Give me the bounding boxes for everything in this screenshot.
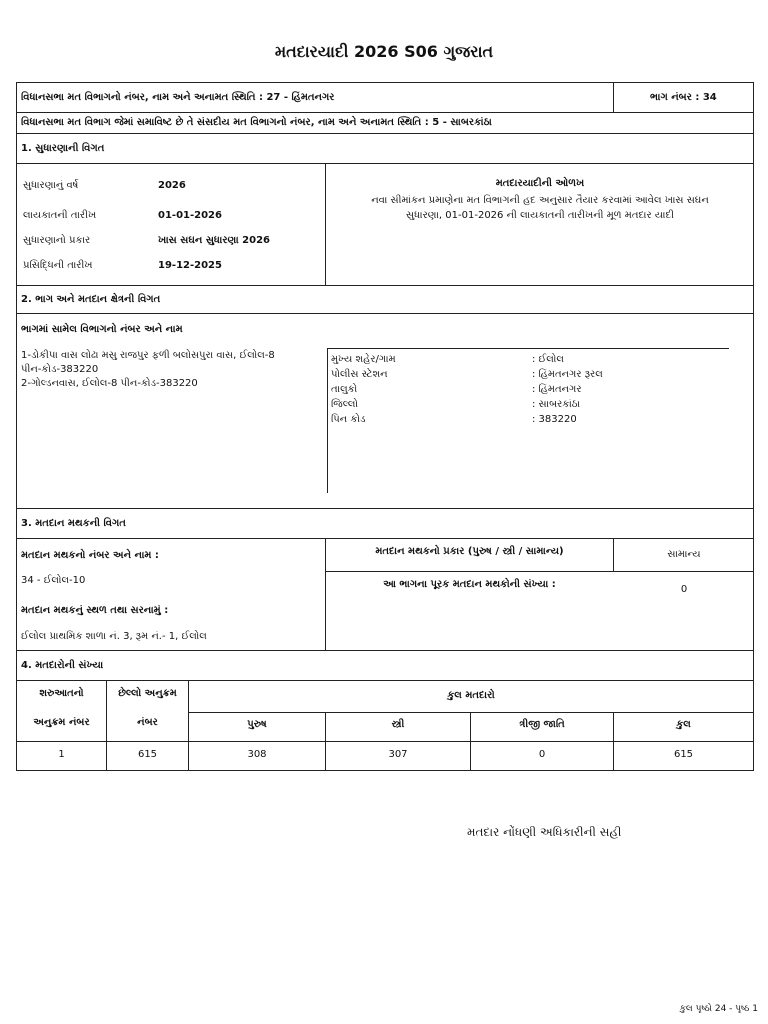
- pincode-label: પિન કોડ: [331, 414, 366, 425]
- qualifying-date-label: લાયકાતની તારીખ: [23, 210, 97, 221]
- section3-header: [16, 508, 754, 539]
- section4-header: [16, 650, 754, 681]
- station-type-label: મતદાન મથકનો પ્રકાર (પુરુષ / સ્ત્રી / સામાન્ય): [375, 546, 564, 557]
- section3-heading: 3. મતદાન મથકની વિગત: [21, 518, 126, 529]
- section4-heading: 4. મતદારોની સંખ્યા: [21, 660, 104, 671]
- taluka-label: તાલુકો: [331, 384, 358, 395]
- total-header: કુલ: [676, 719, 691, 730]
- roll-identity-heading: મતદારયાદીની ઓળખ: [495, 178, 585, 189]
- section1-body: [16, 163, 754, 286]
- revision-year-value: 2026: [158, 180, 186, 191]
- end-serial-value: 615: [137, 749, 158, 760]
- publication-date-value: 19-12-2025: [158, 260, 222, 271]
- section2-body: [16, 313, 754, 509]
- end-serial-header-1: છેલ્લો અનુક્રમ: [118, 688, 177, 699]
- start-serial-header-1: શરુઆતનો: [39, 688, 84, 699]
- district-value: : સાબરકાંઠા: [532, 399, 581, 410]
- main-town-label: મુખ્ય શહેર/ગામ: [331, 354, 396, 365]
- female-value: 307: [388, 749, 408, 760]
- area-line-2: પીન-કોડ-383220: [21, 364, 99, 375]
- revision-year-label: સુધારણાનું વર્ષ: [23, 180, 79, 191]
- main-town-value: : ઈલોલ: [532, 354, 564, 365]
- section2-heading: 2. ભાગ અને મતદાન ક્ષેત્રની વિગત: [21, 294, 161, 305]
- roll-identity-line2: સુધારણા, 01-01-2026 ની લાયકાતની તારીખની મૂળ મતદાર યાદી: [406, 210, 674, 221]
- pincode-value: : 383220: [532, 414, 577, 425]
- assembly-line: વિધાનસભા મત વિભાગનો નંબર, નામ અને અનામત સ્થિતિ : 27 - હિંમતનગર: [21, 92, 335, 103]
- section1-heading: 1. સુધારણાની વિગત: [21, 143, 105, 154]
- station-type-value: સામાન્ય: [667, 549, 701, 560]
- taluka-value: : હિંમતનગર: [532, 384, 582, 395]
- police-station-value: : હિંમતનગર રૂરલ: [532, 369, 603, 380]
- page-footer: કુલ પૃષ્ઠો 24 - પૃષ્ઠ 1: [679, 1004, 758, 1014]
- header-part-cell: [613, 82, 754, 113]
- section3-body: [16, 538, 754, 651]
- header-assembly-row: [16, 82, 614, 113]
- section2-header: [16, 285, 754, 314]
- parliament-line: વિધાનસભા મત વિભાગ જેમાં સમાવિષ્ટ છે તે સંસદીય મત વિભાગનો નંબર, નામ અને અનામત સ્થિતિ : 5 - સાબરકાંઠા: [21, 117, 492, 128]
- station-address-value: ઈલોલ પ્રાથમિક શાળા નં. 3, રૂમ નં.- 1, ઈલોલ: [21, 631, 207, 642]
- end-serial-header-2: નંબર: [137, 717, 158, 728]
- included-areas-heading: ભાગમાં સામેલ વિભાગનો નંબર અને નામ: [21, 324, 183, 335]
- male-value: 308: [247, 749, 267, 760]
- revision-type-value: ખાસ સઘન સુધારણા 2026: [158, 235, 271, 246]
- police-station-label: પોલીસ સ્ટેશન: [331, 369, 388, 380]
- total-voters-header: કુલ મતદારો: [447, 690, 495, 701]
- auxiliary-stations-label: આ ભાગના પૂરક મતદાન મથકોની સંખ્યા :: [383, 579, 556, 590]
- roll-identity-line1: નવા સીમાંકન પ્રમાણેના મત વિભાગની હદ અનુસાર તૈયાર કરવામાં આવેલ ખાસ સઘન: [371, 195, 709, 206]
- female-header: સ્ત્રી: [391, 719, 405, 730]
- start-serial-value: 1: [58, 749, 65, 760]
- area-line-3: 2-ગોલ્ડનવાસ, ઈલોલ-8 પીન-કોડ-383220: [21, 378, 198, 389]
- header-parliament-row: [16, 112, 754, 134]
- district-label: જિલ્લો: [331, 399, 358, 410]
- section1-header: [16, 133, 754, 164]
- document-title: મતદારયાદી 2026 S06 ગુજરાત: [274, 42, 494, 61]
- station-address-label: મતદાન મથકનું સ્થળ તથા સરનામું :: [21, 605, 169, 616]
- station-number-value: 34 - ઈલોલ-10: [21, 575, 86, 586]
- voters-table: [16, 680, 754, 771]
- total-value: 615: [673, 749, 694, 760]
- male-header: પુરુષ: [247, 719, 267, 730]
- start-serial-header-2: અનુક્રમ નંબર: [33, 717, 90, 728]
- signature-line: મતદાર નોંધણી અધિકારીની સહી: [467, 825, 622, 839]
- area-line-1: 1-ડોકીપા વાસ લોઢા મસુ રાજપુર ફળી બલોસપુરા વાસ, ઈલોલ-8: [21, 350, 275, 361]
- publication-date-label: પ્રસિદ્ધિની તારીખ: [23, 260, 93, 271]
- third-gender-header: ત્રીજી જાતિ: [519, 719, 565, 730]
- part-number: ભાગ નંબર : 34: [650, 92, 717, 103]
- revision-type-label: સુધારણાનો પ્રકાર: [23, 235, 91, 246]
- qualifying-date-value: 01-01-2026: [158, 210, 222, 221]
- third-gender-value: 0: [538, 749, 546, 760]
- station-number-label: મતદાન મથકનો નંબર અને નામ :: [21, 550, 159, 561]
- auxiliary-stations-value: 0: [680, 584, 688, 595]
